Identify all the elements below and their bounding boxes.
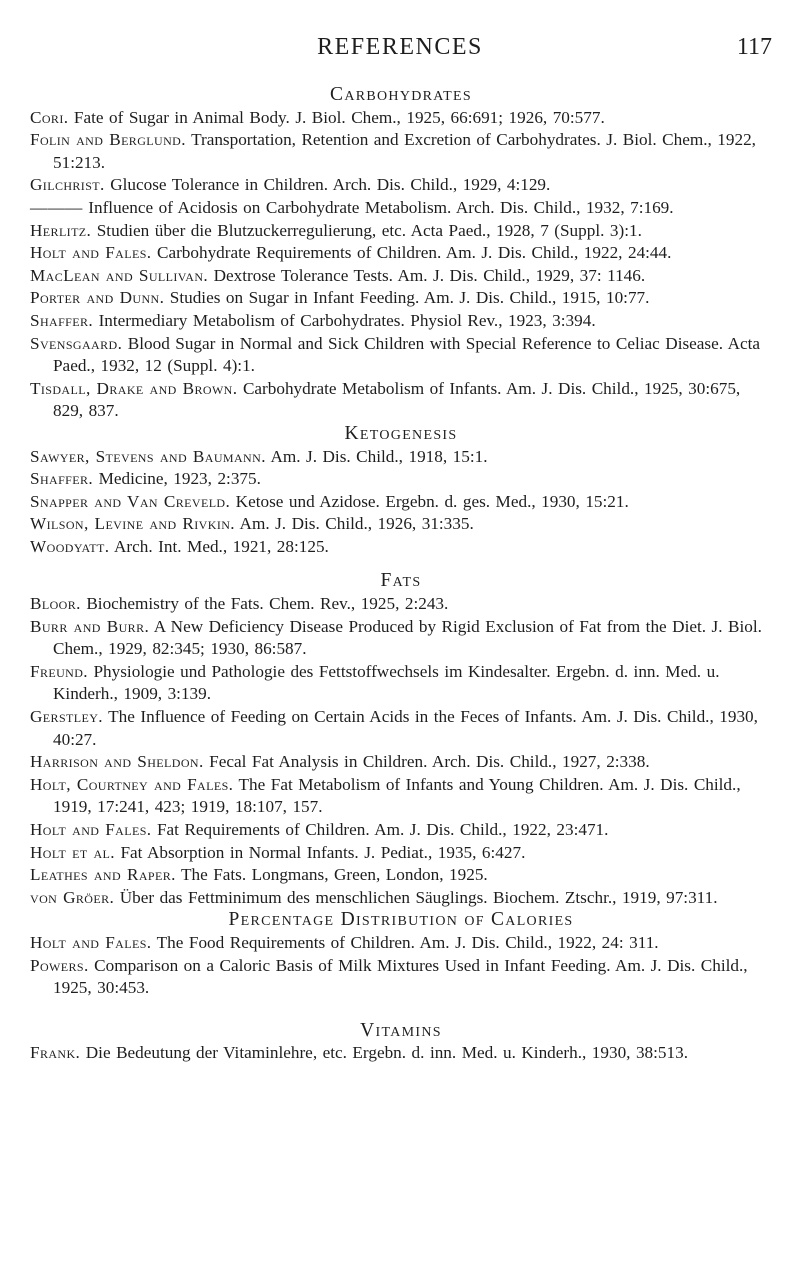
reference-entry xyxy=(30,616,772,661)
reference-author: Snapper and Van Creveld. xyxy=(30,491,231,511)
reference-text: Die Bedeutung der Vitaminlehre, etc. Ergebn. d. inn. Med. u. Kinderh., 1930, 38:513. xyxy=(80,1043,689,1063)
reference-entry xyxy=(30,333,772,378)
reference-author: Folin and Berglund. xyxy=(30,130,186,150)
reference-author: Shaffer. xyxy=(30,310,94,330)
section-heading-percentage-distribution-of-calories: Percentage Distribution of Calories xyxy=(228,909,574,931)
reference-entry xyxy=(30,751,772,774)
reference-entry xyxy=(30,1042,772,1065)
reference-entry xyxy=(30,197,772,220)
section-heading-carbohydrates: Carbohydrates xyxy=(330,84,472,105)
reference-text: Studien über die Blutzuckerregulierung, etc. Acta Paed., 1928, 7 (Suppl. 3):1. xyxy=(91,220,642,240)
reference-text: Medicine, 1923, 2:375. xyxy=(93,469,261,489)
reference-author: Holt et al. xyxy=(30,842,115,862)
reference-text: The Food Requirements of Children. Am. J. Dis. Child., 1922, 24: 311. xyxy=(151,932,659,952)
reference-entry xyxy=(30,491,772,514)
reference-text: Transportation, Retention and Excretion of Carbohydrates. J. Biol. Chem., 1922, 51:213. xyxy=(53,130,756,172)
reference-author: MacLean and Sullivan. xyxy=(30,265,209,285)
reference-author: Gerstley. xyxy=(30,707,103,727)
reference-author: Bloor. xyxy=(30,594,81,614)
reference-author: Harrison and Sheldon. xyxy=(30,752,204,772)
reference-text: Fat Requirements of Children. Am. J. Dis. Child., 1922, 23:471. xyxy=(151,820,609,839)
reference-author: Holt, Courtney and Fales. xyxy=(30,774,234,794)
reference-author: Svensgaard. xyxy=(30,333,123,353)
reference-entry xyxy=(30,661,772,706)
reference-author: Woodyatt. xyxy=(30,536,110,556)
reference-entry xyxy=(30,265,772,288)
page-number: 117 xyxy=(736,34,772,60)
reference-author: Holt and Fales. xyxy=(30,820,152,839)
reference-entry xyxy=(30,174,772,197)
references-body xyxy=(30,84,772,1065)
reference-text: Über das Fettminimum des menschlichen Säuglings. Biochem. Ztschr., 1919, 97:311. xyxy=(114,887,718,907)
reference-entry xyxy=(30,378,772,423)
reference-entry xyxy=(30,774,772,819)
section-heading-ketogenesis: Ketogenesis xyxy=(344,422,458,444)
reference-text: Glucose Tolerance in Children. Arch. Dis. Child., 1929, 4:129. xyxy=(104,175,551,195)
reference-entry xyxy=(30,706,772,751)
reference-author: Burr and Burr. xyxy=(30,616,150,636)
reference-author: ——— xyxy=(30,197,83,217)
reference-entry xyxy=(30,887,772,910)
reference-entry xyxy=(30,310,772,333)
reference-entry xyxy=(30,955,772,1000)
reference-author: Frank. xyxy=(30,1043,81,1063)
reference-text: Ketose und Azidose. Ergebn. d. ges. Med., 1930, 15:21. xyxy=(230,491,629,511)
reference-entry xyxy=(30,932,772,955)
reference-text: Blood Sugar in Normal and Sick Children with Special Reference to Celiac Disease. Acta Paed., 1932, 12 (Suppl. 4):1. xyxy=(53,333,761,376)
reference-text: Fat Absorption in Normal Infants. J. Pediat., 1935, 6:427. xyxy=(114,842,526,862)
reference-text: Am. J. Dis. Child., 1926, 31:335. xyxy=(234,514,474,534)
reference-entry xyxy=(30,242,772,265)
reference-entry xyxy=(30,593,772,616)
reference-text: The Fats. Longmans, Green, London, 1925. xyxy=(175,865,488,885)
reference-author: Holt and Fales. xyxy=(30,243,152,263)
reference-author: Leathes and Raper. xyxy=(30,865,176,885)
page-header xyxy=(0,34,800,64)
reference-text: Fecal Fat Analysis in Children. Arch. Dis. Child., 1927, 2:338. xyxy=(203,752,650,772)
reference-entry xyxy=(30,819,772,842)
reference-author: Tisdall, Drake and Brown. xyxy=(30,378,238,398)
reference-entry xyxy=(30,468,772,491)
reference-author: Freund. xyxy=(30,661,88,681)
reference-entry xyxy=(30,536,772,559)
reference-text: Comparison on a Caloric Basis of Milk Mixtures Used in Infant Feeding. Am. J. Dis. Child., 1925, 30:453. xyxy=(53,955,748,998)
reference-author: Cori. xyxy=(30,107,69,127)
reference-author: Porter and Dunn. xyxy=(30,288,165,308)
reference-author: Holt and Fales. xyxy=(30,932,152,952)
reference-author: Shaffer. xyxy=(30,469,94,489)
reference-author: Wilson, Levine and Rivkin. xyxy=(30,514,235,534)
reference-author: von Gröer. xyxy=(30,887,115,907)
reference-text: A New Deficiency Disease Produced by Rigid Exclusion of Fat from the Diet. J. Biol. Chem., 1929, 82:345; 1930, 86:587. xyxy=(53,616,762,659)
reference-text: Biochemistry of the Fats. Chem. Rev., 1925, 2:243. xyxy=(80,594,449,614)
reference-text: Arch. Int. Med., 1921, 28:125. xyxy=(109,536,329,556)
reference-text: Am. J. Dis. Child., 1918, 15:1. xyxy=(265,446,488,466)
reference-entry xyxy=(30,446,772,469)
reference-text: The Fat Metabolism of Infants and Young Children. Am. J. Dis. Child., 1919, 17:241, 423; 1919, 18:107, 157. xyxy=(53,774,741,817)
reference-text: Intermediary Metabolism of Carbohydrates. Physiol Rev., 1923, 3:394. xyxy=(93,310,596,330)
running-head: REFERENCES xyxy=(317,34,483,60)
reference-text: Physiologie und Pathologie des Fettstoffwechsels im Kindesalter. Ergebn. d. inn. Med. u. Kinderh., 1909, 3:139. xyxy=(53,661,720,704)
reference-entry xyxy=(30,842,772,865)
reference-author: Gilchrist. xyxy=(30,175,105,195)
reference-text: Dextrose Tolerance Tests. Am. J. Dis. Child., 1929, 37: 1146. xyxy=(208,265,646,285)
reference-entry xyxy=(30,107,772,130)
reference-entry xyxy=(30,864,772,887)
reference-text: The Influence of Feeding on Certain Acids in the Feces of Infants. Am. J. Dis. Child., 1930, 40:27. xyxy=(53,707,758,749)
reference-entry xyxy=(30,513,772,536)
reference-text: Carbohydrate Metabolism of Infants. Am. J. Dis. Child., 1925, 30:675, 829, 837. xyxy=(53,378,741,421)
reference-author: Powers. xyxy=(30,955,89,975)
section-heading-vitamins: Vitamins xyxy=(360,1019,442,1041)
reference-entry xyxy=(30,287,772,310)
reference-text: Fate of Sugar in Animal Body. J. Biol. Chem., 1925, 66:691; 1926, 70:577. xyxy=(68,107,605,127)
reference-author: Herlitz. xyxy=(30,220,92,240)
reference-entry xyxy=(30,220,772,243)
reference-text: Studies on Sugar in Infant Feeding. Am. J. Dis. Child., 1915, 10:77. xyxy=(164,288,650,308)
reference-text: Carbohydrate Requirements of Children. Am. J. Dis. Child., 1922, 24:44. xyxy=(151,243,672,263)
section-heading-fats: Fats xyxy=(380,570,422,592)
reference-author: Sawyer, Stevens and Baumann. xyxy=(30,446,266,466)
reference-text: Influence of Acidosis on Carbohydrate Metabolism. Arch. Dis. Child., 1932, 7:169. xyxy=(82,197,674,217)
reference-entry xyxy=(30,129,772,174)
